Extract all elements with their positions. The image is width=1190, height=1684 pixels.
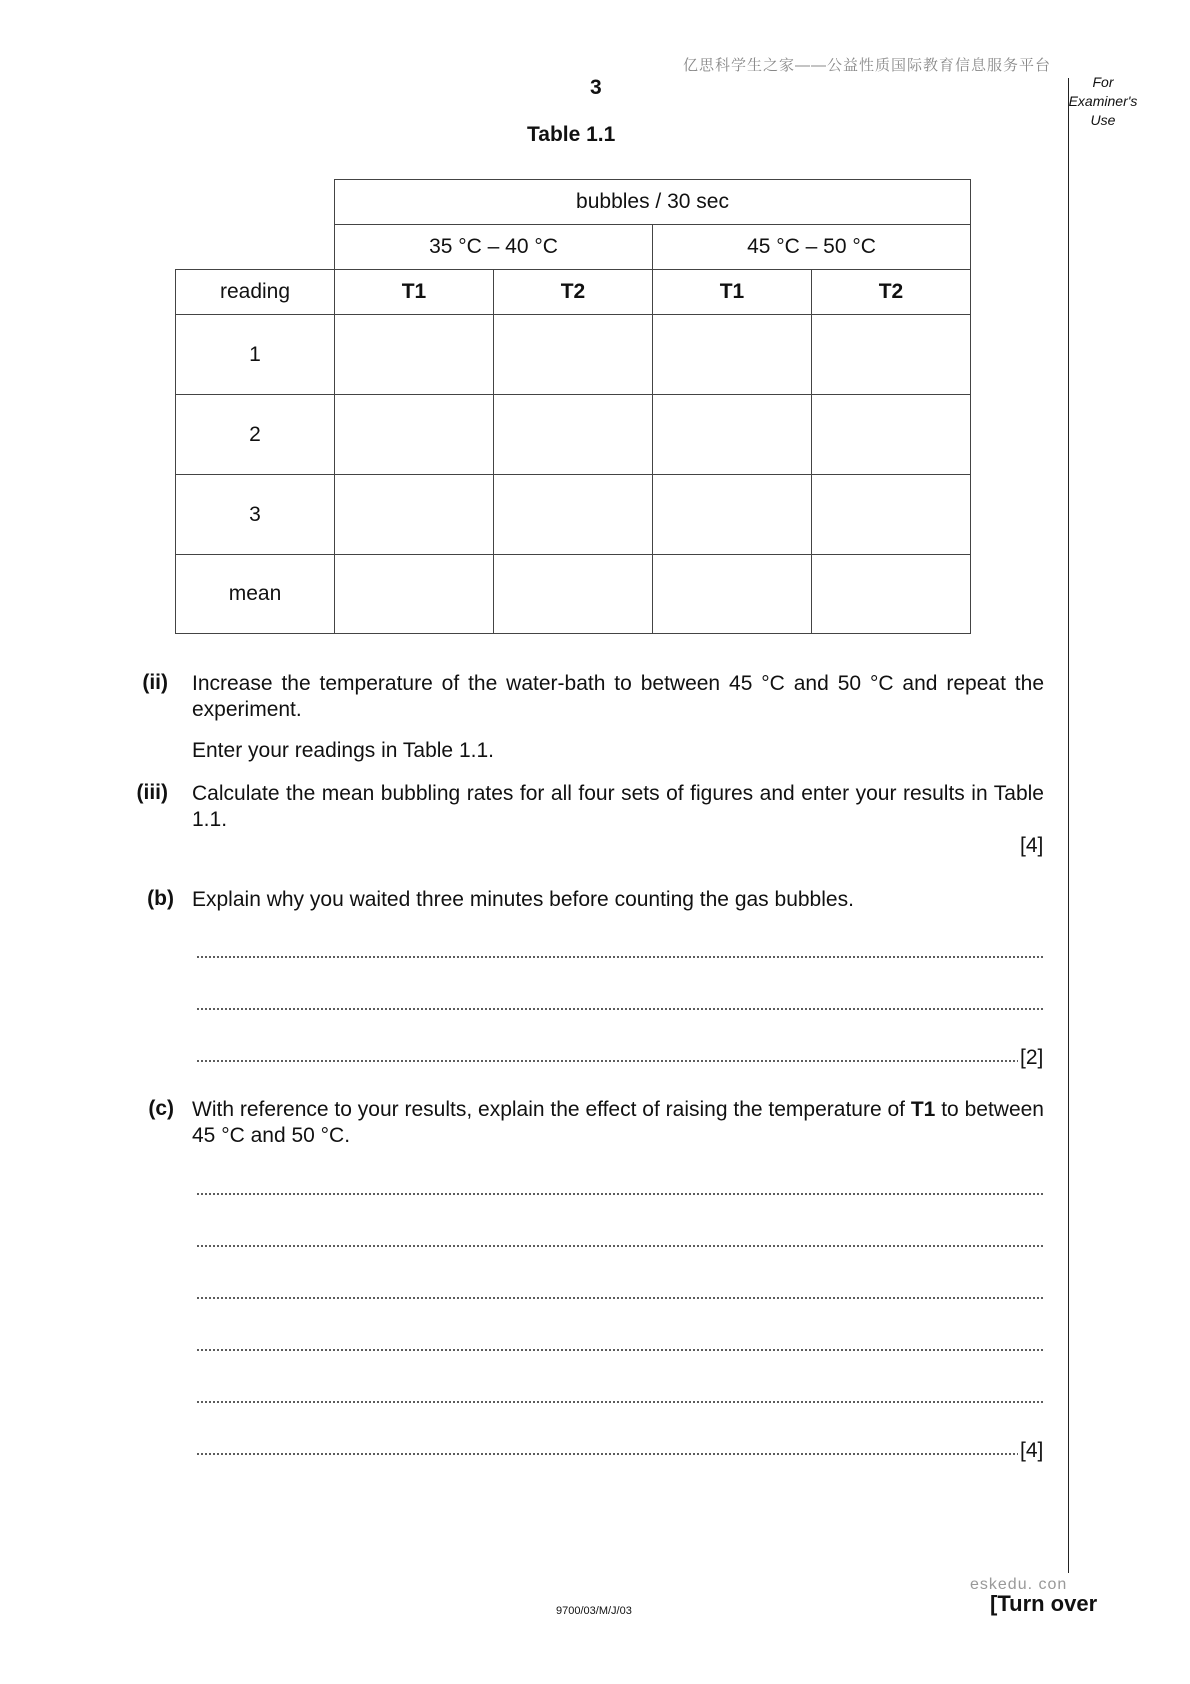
table-header-row-columns [176, 270, 971, 315]
question-text-c-start: With reference to your results, explain the effect of raising the temperature of [192, 1098, 911, 1121]
page-number: 3 [590, 76, 602, 99]
watermark-bottom: eskedu. con [970, 1576, 1068, 1593]
header-temp-range-high: 45 °C – 50 °C [653, 225, 971, 270]
table-header-row-group [176, 180, 971, 225]
header-t2-high: T2 [812, 270, 971, 315]
row-label: mean [176, 555, 335, 634]
answer-cell[interactable] [653, 395, 812, 475]
header-t1-high: T1 [653, 270, 812, 315]
answer-cell[interactable] [494, 555, 653, 634]
examiner-line-3: Use [1090, 112, 1116, 128]
answer-line[interactable] [196, 1245, 1044, 1247]
row-label: 2 [176, 395, 335, 475]
marks-b: [2] [1020, 1046, 1044, 1069]
answer-cell[interactable] [812, 315, 971, 395]
answer-cell[interactable] [653, 315, 812, 395]
answer-cell[interactable] [653, 475, 812, 555]
header-t2-low: T2 [494, 270, 653, 315]
question-label-c: (c) [148, 1097, 174, 1120]
question-label-b: (b) [147, 887, 174, 910]
question-text-c [192, 1097, 1044, 1149]
examiner-line-1: For [1092, 74, 1114, 90]
watermark-top: 亿思科学生之家——公益性质国际教育信息服务平台 [683, 57, 1052, 74]
table-row [176, 395, 971, 475]
answer-line[interactable] [196, 1453, 1018, 1455]
question-text-b: Explain why you waited three minutes before counting the gas bubbles. [192, 888, 854, 911]
question-text-c-bold: T1 [910, 1098, 936, 1121]
answer-line[interactable] [196, 1349, 1044, 1351]
question-text-c-end: to between 45 °C and 50 °C. [192, 1098, 1044, 1147]
examiner-use-label [1066, 73, 1140, 130]
answer-cell[interactable] [653, 555, 812, 634]
examiner-line-2: Examiner's [1068, 93, 1138, 109]
footer-code: 9700/03/M/J/03 [556, 1605, 632, 1617]
marks-c: [4] [1020, 1439, 1044, 1462]
question-label-ii: (ii) [142, 671, 168, 694]
question-text-iii: Calculate the mean bubbling rates for all four sets of figures and enter your results in Table 1.1. [192, 782, 1044, 831]
answer-line[interactable] [196, 1297, 1044, 1299]
question-text-ii: Increase the temperature of the water-bath to between 45 °C and 50 °C and repeat the experiment. [192, 672, 1044, 721]
question-text-ii-enter: Enter your readings in Table 1.1. [192, 739, 494, 762]
answer-cell[interactable] [812, 475, 971, 555]
examiner-margin-rule [1068, 78, 1069, 1573]
header-reading: reading [176, 270, 335, 315]
answer-line[interactable] [196, 1193, 1044, 1195]
table-row [176, 315, 971, 395]
header-t1-low: T1 [335, 270, 494, 315]
table-title: Table 1.1 [527, 123, 616, 146]
row-label: 3 [176, 475, 335, 555]
table-header-row-temperature [176, 225, 971, 270]
answer-cell[interactable] [335, 395, 494, 475]
answer-line[interactable] [196, 956, 1044, 958]
answer-cell[interactable] [812, 555, 971, 634]
answer-cell[interactable] [335, 315, 494, 395]
answer-line[interactable] [196, 1060, 1018, 1062]
marks-iii: [4] [1020, 834, 1044, 857]
answer-line[interactable] [196, 1401, 1044, 1403]
answer-cell[interactable] [812, 395, 971, 475]
header-temp-range-low: 35 °C – 40 °C [335, 225, 653, 270]
table-row [176, 475, 971, 555]
blank-cell [176, 180, 335, 225]
row-label: 1 [176, 315, 335, 395]
answer-cell[interactable] [494, 475, 653, 555]
turn-over: [Turn over [990, 1591, 1098, 1616]
answer-cell[interactable] [335, 555, 494, 634]
answer-cell[interactable] [335, 475, 494, 555]
answer-cell[interactable] [494, 395, 653, 475]
answer-cell[interactable] [494, 315, 653, 395]
table-row-mean [176, 555, 971, 634]
blank-cell [176, 225, 335, 270]
header-bubbles: bubbles / 30 sec [335, 180, 971, 225]
answer-line[interactable] [196, 1008, 1044, 1010]
question-label-iii: (iii) [136, 781, 168, 804]
results-table [175, 179, 971, 634]
